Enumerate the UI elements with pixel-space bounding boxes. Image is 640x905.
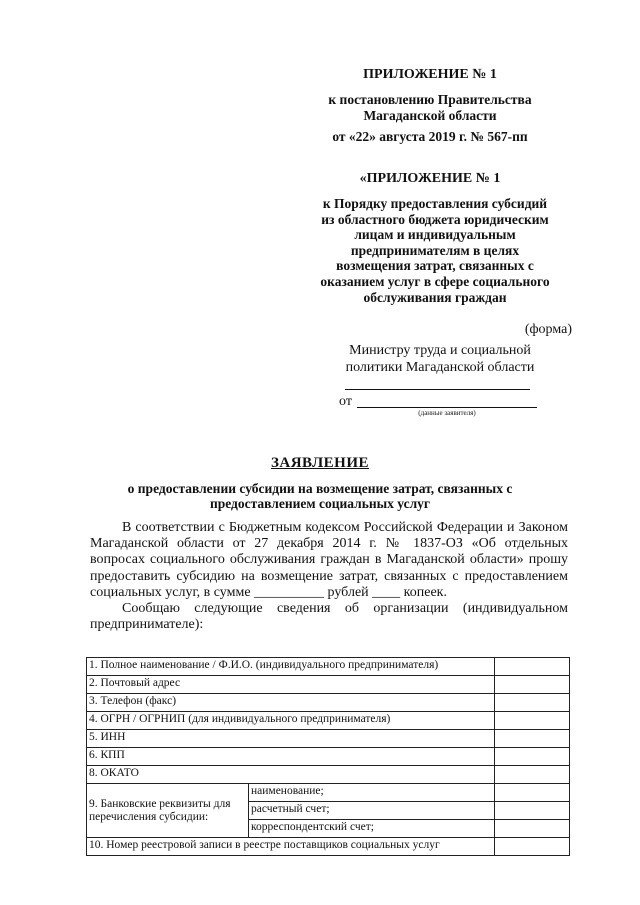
addressee: [320, 342, 560, 376]
resolution-date: от «22» августа 2019 г. № 567-пп: [332, 129, 528, 144]
procedure-line: к Порядку предоставления субсидий: [322, 196, 548, 211]
info-paragraph: Сообщаю следующие сведения об организации (индивидуальном предпринимателе):: [90, 601, 568, 633]
value-cell[interactable]: [495, 784, 570, 802]
procedure-line: возмещения затрат, связанных с: [336, 258, 534, 274]
row-label: 1. Полное наименование / Ф.И.О. (индивидуального предпринимателя): [87, 658, 495, 676]
row-label: 2. Почтовый адрес: [87, 676, 495, 694]
organization-info-table: [86, 657, 570, 856]
resolution-line: к постановлению Правительства: [328, 92, 532, 107]
table-row: [87, 712, 570, 730]
table-row: [87, 730, 570, 748]
table-row: [87, 784, 570, 802]
value-cell[interactable]: [495, 658, 570, 676]
table-row: [87, 838, 570, 856]
row-label: 4. ОГРН / ОГРНИП (для индивидуального предпринимателя): [87, 712, 495, 730]
table-row: [87, 694, 570, 712]
value-cell[interactable]: [495, 820, 570, 838]
procedure-line: лицам и индивидуальным: [354, 227, 516, 243]
procedure-line: обслуживания граждан: [363, 289, 507, 305]
row-label: 10. Номер реестровой записи в реестре поставщиков социальных услуг: [87, 838, 495, 856]
value-cell[interactable]: [495, 748, 570, 766]
value-cell[interactable]: [495, 694, 570, 712]
appendix-title: ПРИЛОЖЕНИЕ № 1: [363, 67, 497, 82]
bank-details-label: 9. Банковские реквизиты для перечисления субсидии:: [87, 784, 249, 838]
table-row: [87, 766, 570, 784]
applicant-blank-line[interactable]: [357, 407, 537, 408]
bank-subrow-label: расчетный счет;: [249, 802, 495, 820]
document-title: ЗАЯВЛЕНИЕ: [270, 455, 370, 471]
row-label: 8. ОКАТО: [87, 766, 495, 784]
value-cell[interactable]: [495, 766, 570, 784]
addressee-line: Министру труда и социальной: [349, 343, 531, 358]
value-cell[interactable]: [495, 712, 570, 730]
table-row: [87, 676, 570, 694]
procedure-line: из областного бюджета юридическим: [321, 211, 549, 227]
row-label: 3. Телефон (факс): [87, 694, 495, 712]
procedure-line: предпринимателям в целях: [350, 242, 520, 258]
table-row: [87, 658, 570, 676]
bank-subrow-label: корреспондентский счет;: [249, 820, 495, 838]
value-cell[interactable]: [495, 802, 570, 820]
addressee-blank-line[interactable]: [345, 389, 530, 390]
request-paragraph: В соответствии с Бюджетным кодексом Российской Федерации и Законом Магаданской области от 27 декабря 2014 г. № 1837-ОЗ «Об отдельных вопросах социального обслуживания граждан в Магаданской области» прошу предоставить субсидию на возмещение затрат, связанных с предоставлением социальных услуг, в сумме __________ рублей ____ копеек.: [90, 520, 568, 600]
value-cell[interactable]: [495, 838, 570, 856]
row-label: 6. КПП: [87, 748, 495, 766]
form-label: (форма): [524, 322, 572, 337]
resolution-line: Магаданской области: [363, 108, 497, 123]
row-label: 5. ИНН: [87, 730, 495, 748]
inner-appendix-title: «ПРИЛОЖЕНИЕ № 1: [359, 171, 501, 186]
table-row: [87, 748, 570, 766]
document-subtitle: [105, 481, 535, 511]
resolution-reference: [320, 92, 540, 124]
value-cell[interactable]: [495, 676, 570, 694]
subtitle-line: о предоставлении субсидии на возмещение затрат, связанных с: [127, 481, 513, 496]
procedure-line: оказанием услуг в сфере социального: [320, 273, 550, 289]
bank-subrow-label: наименование;: [249, 784, 495, 802]
value-cell[interactable]: [495, 730, 570, 748]
from-label: от: [339, 394, 352, 409]
subtitle-line: предоставлением социальных услуг: [209, 496, 431, 511]
applicant-caption: (данные заявителя): [418, 409, 476, 417]
addressee-line: политики Магаданской области: [345, 360, 535, 375]
procedure-reference: [305, 196, 565, 305]
